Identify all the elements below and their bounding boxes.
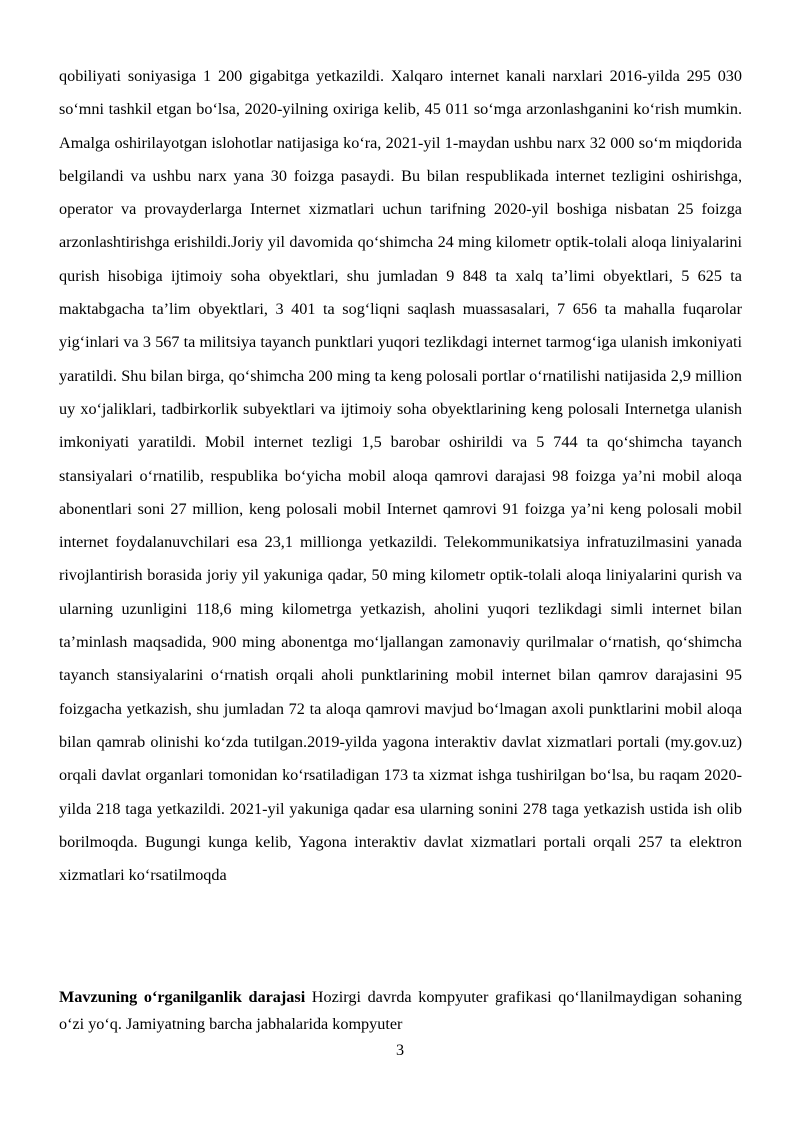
- section-text: Hozirgi davrda kompyuter grafikasi qo‘llanilmaydigan sohaning o‘zi yo‘q. Jamiyatning barcha jabhalarida kompyuter: [59, 988, 742, 1033]
- page-number: 3: [395, 1041, 405, 1059]
- section-heading: Mavzuning o‘rganilganlik darajasi: [59, 988, 306, 1006]
- body-paragraph: qobiliyati soniyasiga 1 200 gigabitga yetkazildi. Xalqaro internet kanali narxlari 2016-yilda 295 030 so‘mni tashkil etgan bo‘lsa, 2020-yilning oxiriga kelib, 45 011 so‘mga arzonlashganini ko‘rish mumkin. Amalga oshirilayotgan islohotlar natijasiga ko‘ra, 2021-yil 1-maydan ushbu narx 32 000 so‘m miqdorida belgilandi va ushbu narx yana 30 foizga pasaydi. Bu bilan respublikada internet tezligini oshirishga, operator va provayderlarga Internet xizmatlari uchun tarifning 2020-yil boshiga nisbatan 25 foizga arzonlashtirishga erishildi.Joriy yil davomida qo‘shimcha 24 ming kilometr optik-tolali aloqa liniyalarini qurish hisobiga ijtimoiy soha obyektlari, shu jumladan 9 848 ta xalq ta’limi obyektlari, 5 625 ta maktabgacha ta’lim obyektlari, 3 401 ta sog‘liqni saqlash muassasalari, 7 656 ta mahalla fuqarolar yig‘inlari va 3 567 ta militsiya tayanch punktlari yuqori tezlikdagi internet tarmog‘iga ulanish imkoniyati yaratildi. Shu bilan birga, qo‘shimcha 200 ming ta keng polosali portlar o‘rnatilishi natijasida 2,9 million uy xo‘jaliklari, tadbirkorlik subyektlari va ijtimoiy soha obyektlarining keng polosali Internetga ulanish imkoniyati yaratildi. Mobil internet tezligi 1,5 barobar oshirildi va 5 744 ta qo‘shimcha tayanch stansiyalari o‘rnatilib, respublika bo‘yicha mobil aloqa qamrovi darajasi 98 foizga ya’ni mobil aloqa abonentlari soni 27 million, keng polosali mobil Internet qamrovi 91 foizga ya’ni keng polosali mobil internet foydalanuvchilari esa 23,1 millionga yetkazildi. Telekommunikatsiya infratuzilmasini yanada rivojlantirish borasida joriy yil yakuniga qadar, 50 ming kilometr optik-tolali aloqa liniyalarini qurish va ularning uzunligini 118,6 ming kilometrga yetkazish, aholini yuqori tezlikdagi simli internet bilan ta’minlash maqsadida, 900 ming abonentga mo‘ljallangan zamonaviy qurilmalar o‘rnatish, qo‘shimcha tayanch stansiyalarini o‘rnatish orqali aholi punktlarining mobil internet bilan qamrov darajasini 95 foizgacha yetkazish, shu jumladan 72 ta aloqa qamrovi mavjud bo‘lmagan axoli punktlarini mobil aloqa bilan qamrab olinishi ko‘zda tutilgan.2019-yilda yagona interaktiv davlat xizmatlari portali (my.gov.uz) orqali davlat organlari tomonidan ko‘rsatiladigan 173 ta xizmat ishga tushirilgan bo‘lsa, bu raqam 2020-yilda 218 taga yetkazildi. 2021-yil yakuniga qadar esa ularning sonini 278 taga yetkazish ustida ish olib borilmoqda. Bugungi kunga kelib, Yagona interaktiv davlat xizmatlari portali orqali 257 ta elektron xizmatlari ko‘rsatilmoqda: [59, 67, 742, 885]
- section-paragraph: [59, 984, 742, 1038]
